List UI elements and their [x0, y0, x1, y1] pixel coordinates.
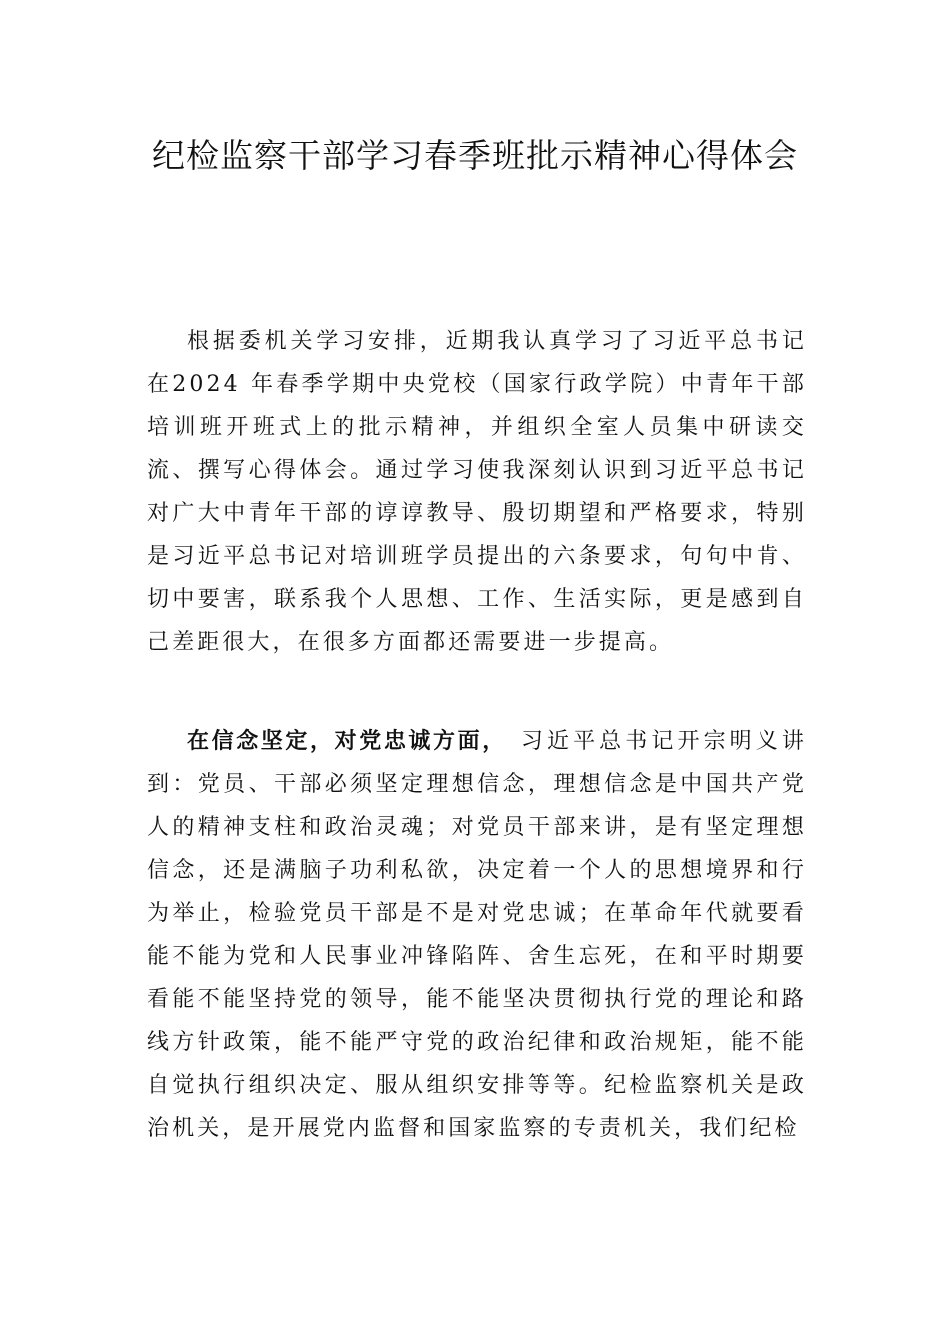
paragraph-1-text: 根据委机关学习安排，近期我认真学习了习近平总书记在2024 年春季学期中央党校（国家行政学院）中青年干部培训班开班式上的批示精神，并组织全室人员集中研读交流、撰写心得体会。通过学习使我深刻认识到习近平总书记对广大中青年干部的谆谆教导、殷切期望和严格要求，特别是习近平总书记对培训班学员提出的六条要求，句句中肯、切中要害，联系我个人思想、工作、生活实际，更是感到自己差距很大，在很多方面都还需要进一步提高。	[147, 329, 807, 655]
paragraph-2-lead: 在信念坚定，对党忠诚方面，	[187, 729, 507, 754]
paragraph-1	[147, 320, 807, 664]
document-title: 纪检监察干部学习春季班批示精神心得体会	[152, 136, 798, 175]
paragraph-2-text: 习近平总书记开宗明义讲到：党员、干部必须坚定理想信念，理想信念是中国共产党人的精神支柱和政治灵魂；对党员干部来讲，是有坚定理想信念，还是满脑子功利私欲，决定着一个人的思想境界和行为举止，检验党员干部是不是对党忠诚；在革命年代就要看能不能为党和人民事业冲锋陷阵、舍生忘死，在和平时期要看能不能坚持党的领导，能不能坚决贯彻执行党的理论和路线方针政策，能不能严守党的政治纪律和政治规矩，能不能自觉执行组织决定、服从组织安排等等。纪检监察机关是政治机关，是开展党内监督和国家监察的专责机关，我们纪检	[147, 729, 807, 1141]
paragraph-2	[147, 720, 807, 1150]
